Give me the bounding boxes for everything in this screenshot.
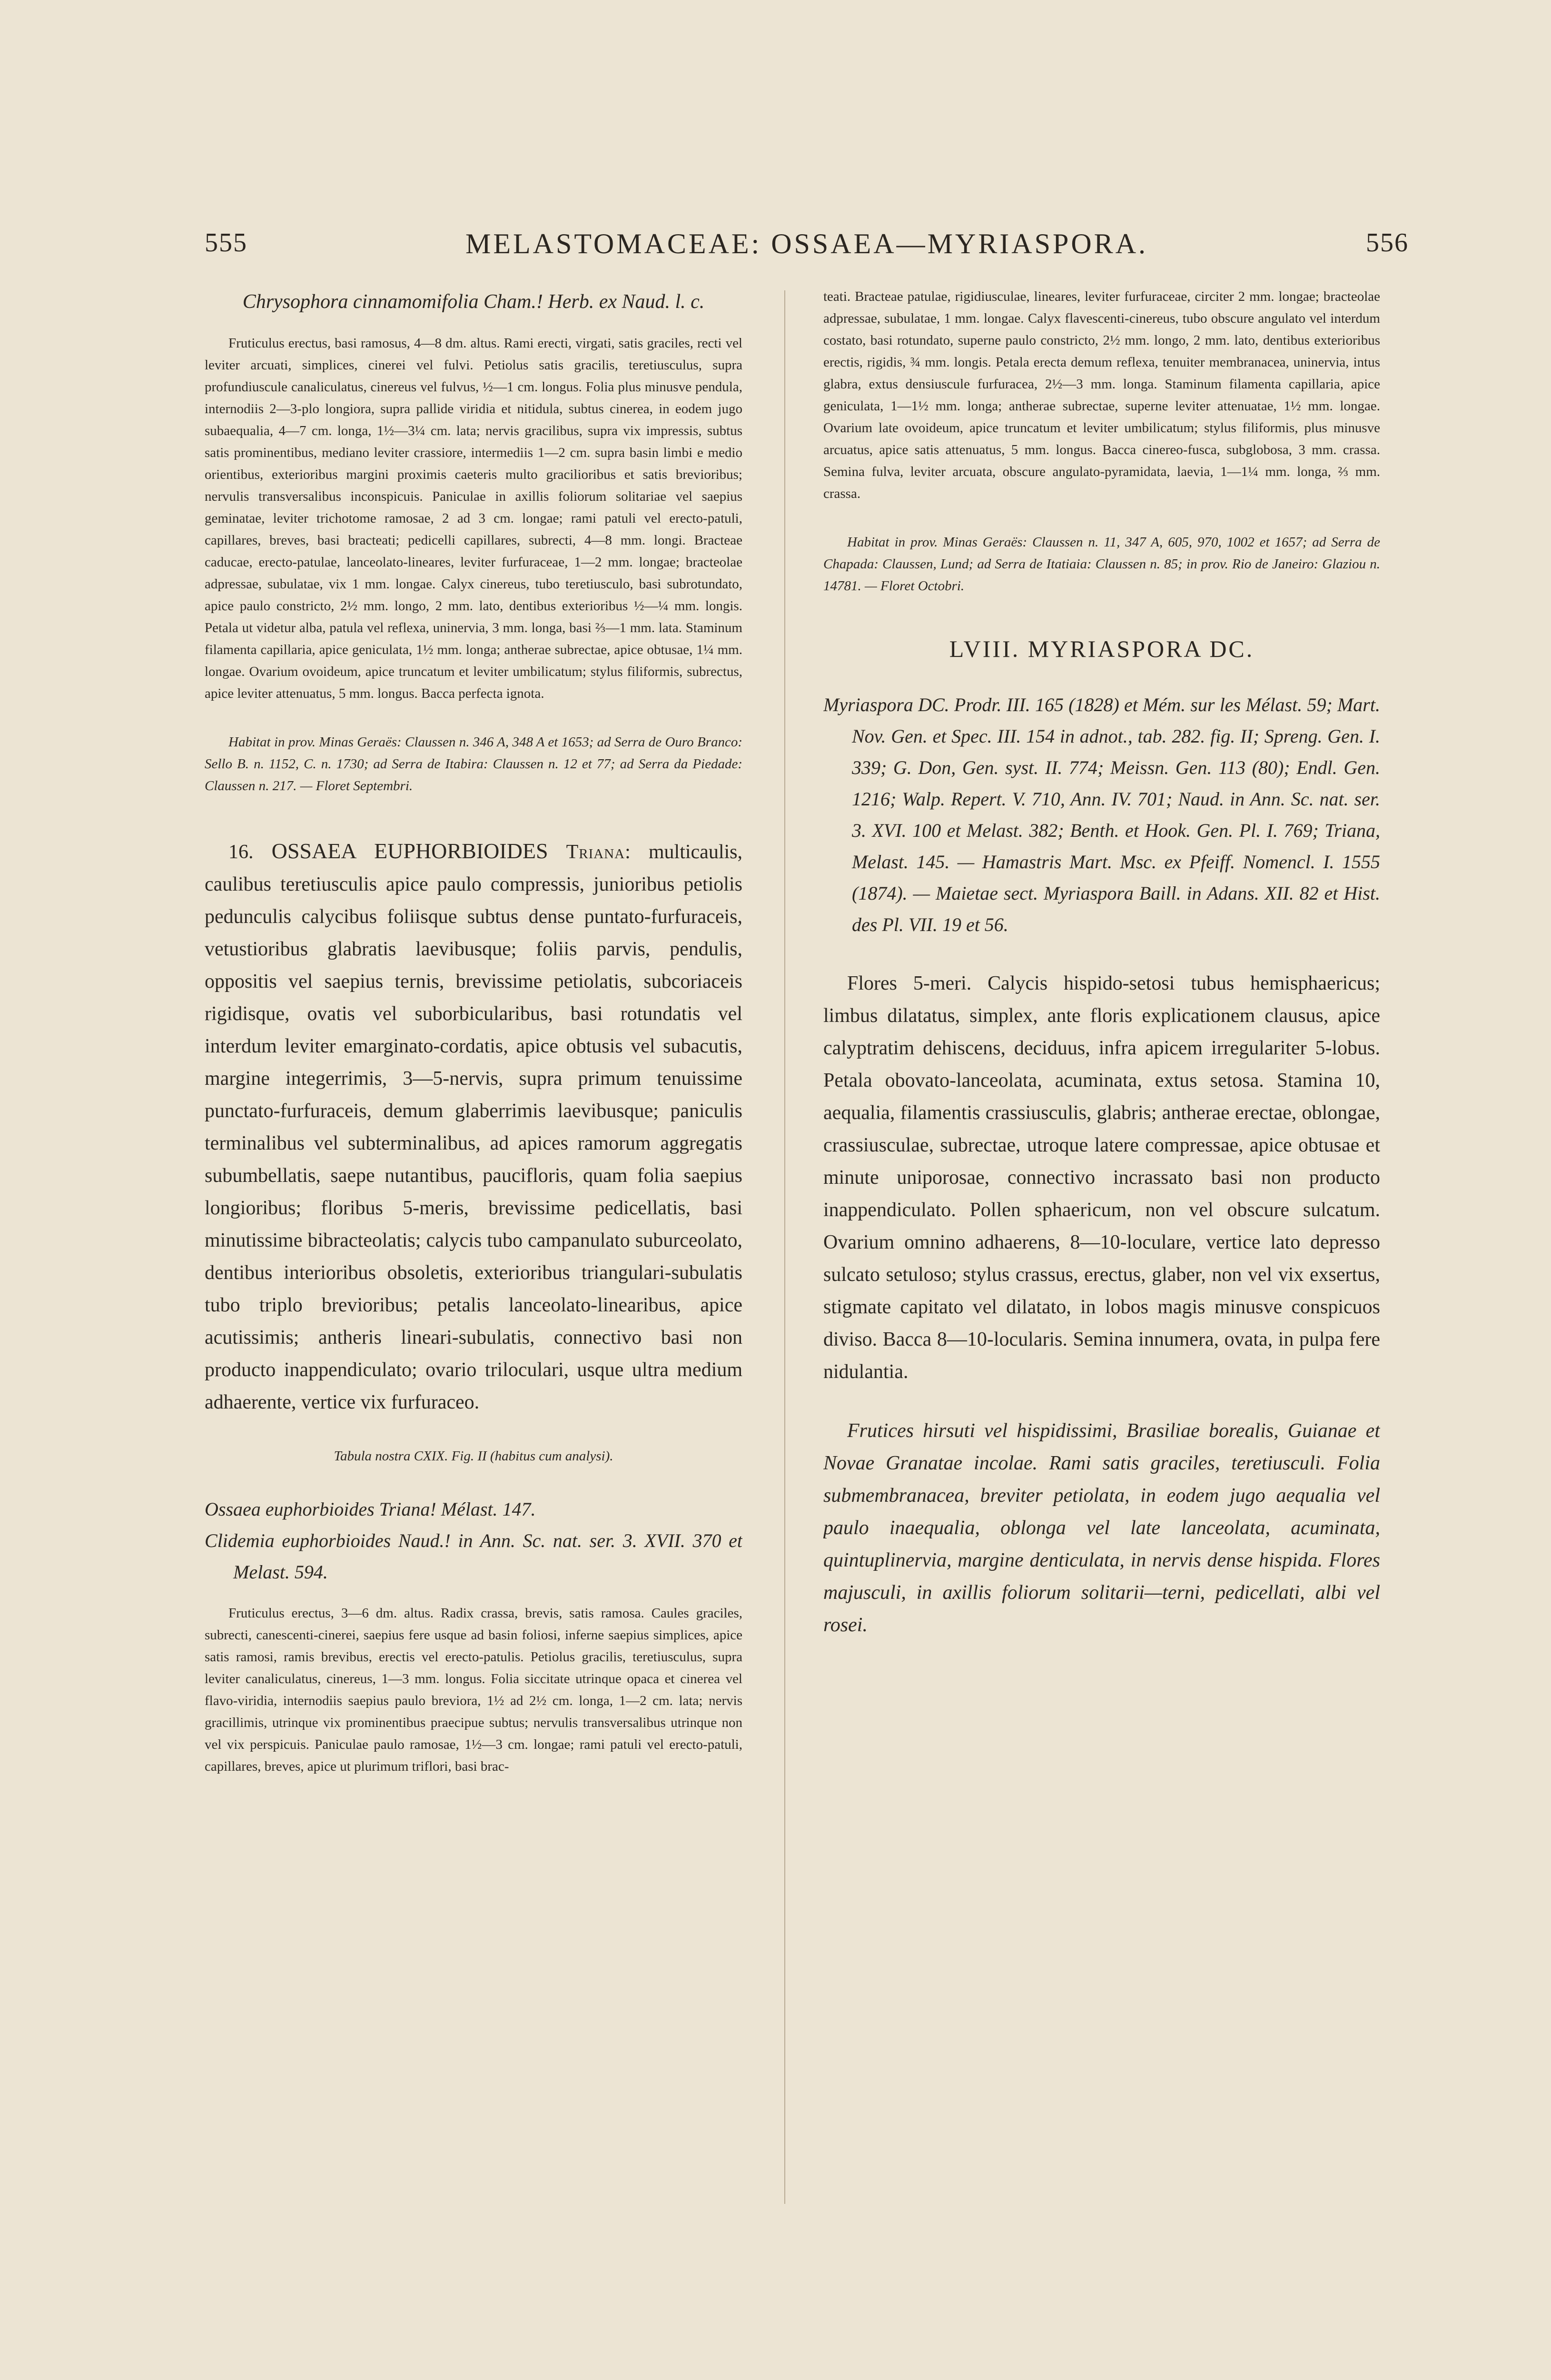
- right-column: [823, 286, 1380, 2261]
- plate-reference: Tabula nostra CXIX. Fig. II (habitus cum analysi).: [334, 1448, 613, 1464]
- running-title: MELASTOMACEAE: OSSAEA—MYRIASPORA.: [465, 228, 1148, 259]
- species-number: 16.: [228, 841, 254, 863]
- habitat-paragraph: Habitat in prov. Minas Geraës: Claussen n. 346 A, 348 A et 1653; ad Serra de Ouro Branco: Sello B. n. 1152, C. n. 1730; ad Serra de Itabira: Claussen n. 12 et 77; ad Serra da Piedade: Claussen n. 217. — Floret Septembri.: [205, 734, 742, 793]
- page-number-right: 556: [1366, 228, 1409, 258]
- synonym-title: Chrysophora cinnamomifolia Cham.! Herb. ex Naud. l. c.: [242, 291, 705, 313]
- genus-habit: Frutices hirsuti vel hispidissimi, Brasiliae borealis, Guianae et Novae Granatae incolae. Rami satis graciles, teretiusculi. Folia submembranacea, breviter petiolata, in eodem jugo aequalia vel paulo inaequalia, oblonga vel late lanceolata, acuminata, quintuplinervia, margine denticulata, in nervis dense hispida. Flores majusculi, in axillis foliorum solitarii—terni, pedicellati, albi vel rosei.: [823, 1420, 1380, 1636]
- species-name: OSSAEA EUPHORBIOIDES: [271, 839, 548, 863]
- synonym-line: Ossaea euphorbioides Triana! Mélast. 147.: [205, 1498, 536, 1520]
- description-paragraph: Fruticulus erectus, basi ramosus, 4—8 dm. altus. Rami erecti, virgati, satis graciles, recti vel leviter arcuati, simplices, cinerei vel fulvi. Petiolus satis gracilis, teretiusculus, supra profundiuscule canaliculatus, cinereus vel fulvus, ½—1 cm. longus. Folia plus minusve pendula, internodiis 2—3-plo longiora, supra pallide viridia et nitidula, subtus cinerea, in eodem jugo subaequalia, 4—7 cm. longa, 1½—3¼ cm. lata; nervis gracilibus, supra vix impressis, subtus satis prominentibus, mediano leviter crassiore, intermediis 1—2 cm. supra basin limbi e medio orientibus, exterioribus margini proximis caeteris multo gracilioribus et satis brevioribus; nervulis transversalibus inconspicuis. Paniculae in axillis foliorum solitariae vel saepius geminatae, leviter trichotome ramosae, 2 ad 3 cm. longae; rami patuli vel erecto-patuli, capillares, breves, basi bracteati; pedicelli capillares, subrecti, 4—8 mm. longi. Bracteae caducae, erecto-patulae, lanceolato-lineares, leviter furfuraceae, 1—2 mm. longae; bracteolae adpressae, subulatae, vix 1 mm. longae. Calyx cinereus, tubo teretiusculo, basi subrotundato, apice paulo constricto, 2½ mm. longo, 2 mm. lato, dentibus exterioribus ½—¼ mm. longis. Petala ut videtur alba, patula vel reflexa, uninervia, 3 mm. longa, basi ⅔—1 mm. lata. Staminum filamenta capillaria, apice geniculata, 1½ mm. longa; antherae subrectae, apice obtusae, 1¼ mm. longae. Ovarium ovoideum, apice truncatum et leviter umbilicatum; stylus filiformis, subrectus, apice leviter attenuatus, 5 mm. longus. Bacca perfecta ignota.: [205, 336, 742, 701]
- genus-title: LVIII. MYRIASPORA DC.: [949, 635, 1255, 662]
- species-diagnosis: [205, 835, 742, 1418]
- habitat-paragraph: Habitat in prov. Minas Geraës: Claussen n. 11, 347 A, 605, 970, 1002 et 1657; ad Serra de Chapada: Claussen, Lund; ad Serra de Itatiaia: Claussen n. 85; in prov. Rio de Janeiro: Glaziou n. 14781. — Floret Octobri.: [823, 535, 1380, 594]
- genus-description: Flores 5-meri. Calycis hispido-setosi tubus hemisphaericus; limbus dilatatus, simplex, ante floris explicationem clausus, apice calyptratim dehiscens, deciduus, infra apicem irregulariter 5-lobus. Petala obovato-lanceolata, acuminata, extus setosa. Stamina 10, aequalia, filamentis crassiusculis, glabris; antherae erectae, oblongae, crassiusculae, subrectae, utroque latere compressae, apice obtusae et minute uniporosae, connectivo incrassato basi non producto inappendiculato. Pollen sphaericum, non vel obscure sulcatum. Ovarium omnino adhaerens, 8—10-loculare, vertice lato depresso sulcato setuloso; stylus crassus, erectus, glaber, non vel vix exsertus, stigmate capitato vel dilatato, in lobos magis minusve conspicuos diviso. Bacca 8—10-locularis. Semina innumera, ovata, in pulpa fere nidulantia.: [823, 972, 1380, 1383]
- synonym-line: Clidemia euphorbioides Naud.! in Ann. Sc. nat. ser. 3. XVII. 370 et Melast. 594.: [205, 1530, 742, 1583]
- genus-references: Myriaspora DC. Prodr. III. 165 (1828) et Mém. sur les Mélast. 59; Mart. Nov. Gen. et Spec. III. 154 in adnot., tab. 282. fig. II; Spreng. Gen. I. 339; G. Don, Gen. syst. II. 774; Meissn. Gen. 113 (80); Endl. Gen. 1216; Walp. Repert. V. 710, Ann. IV. 701; Naud. in Ann. Sc. nat. ser. 3. XVI. 100 et Melast. 382; Benth. et Hook. Gen. Pl. I. 769; Triana, Melast. 145. — Hamastris Mart. Msc. ex Pfeiff. Nomencl. I. 1555 (1874). — Maietae sect. Myriaspora Baill. in Adans. XII. 82 et Hist. des Pl. VII. 19 et 56.: [823, 694, 1380, 935]
- page-number-left: 555: [205, 228, 247, 258]
- species-diagnosis-text: : multicaulis, caulibus teretiusculis apice paulo compressis, junioribus petiolis pedunculis calycibus foliisque subtus dense puntato-furfuraceis, vetustioribus glabratis laevibusque; foliis parvis, pendulis, oppositis vel saepius ternis, brevissime petiolatis, subcoriaceis rigidisque, ovatis vel suborbicularibus, basi rotundatis vel interdum leviter emarginato-cordatis, apice obtusis vel subacutis, margine integerrimis, 3—5-nervis, supra primum tenuissime punctato-furfuraceis, demum glaberrimis laevibusque; paniculis terminalibus vel subterminalibus, ad apices ramorum aggregatis subumbellatis, saepe nutantibus, paucifloris, quam folia saepius longioribus; floribus 5-meris, brevissime pedicellatis, basi minutissime bibracteolatis; calycis tubo campanulato suburceolato, dentibus interioribus obsoletis, exterioribus triangulari-subulatis tubo triplo brevioribus; petalis lanceolato-linearibus, apice acutissimis; antheris lineari-subulatis, connectivo basi non producto inappendiculato; ovario triloculari, usque ultra medium adhaerente, vertice vix furfuraceo.: [205, 841, 742, 1413]
- column-divider: [784, 290, 785, 2204]
- running-header: [205, 228, 1409, 266]
- description-continuation: teati. Bracteae patulae, rigidiusculae, lineares, leviter furfuraceae, circiter 2 mm. longae; bracteolae adpressae, subulatae, 1 mm. longae. Calyx flavescenti-cinereus, tubo obscure angulato vel interdum costato, basi rotundato, superne paulo constricto, 2½ mm. longo, 2 mm. lato, dentibus exterioribus erectis, rigidis, ¾ mm. longis. Petala erecta demum reflexa, tenuiter membranacea, uninervia, intus glabra, extus densiuscule furfuracea, 2½—3 mm. longa. Staminum filamenta capillaria, apice geniculata, 1—1½ mm. longa; antherae subrectae, superne leviter attenuatae, 1½ mm. longae. Ovarium late ovoideum, apice truncatum et leviter umbilicatum; stylus filiformis, plus minusve arcuatus, apice satis attenuatus, 5 mm. longus. Bacca cinereo-fusca, subglobosa, 3 mm. crassa. Semina fulva, leviter arcuata, obscure angulato-pyramidata, laevia, 1—1¼ mm. longa, ⅔ mm. crassa.: [823, 289, 1380, 501]
- left-column: [205, 286, 742, 2261]
- description-paragraph: Fruticulus erectus, 3—6 dm. altus. Radix crassa, brevis, satis ramosa. Caules graciles, subrecti, canescenti-cinerei, saepius fere usque ad basin foliosi, inferne saepius simplices, apice satis ramosi, ramis brevibus, erectis vel erecto-patulis. Petiolus gracilis, teretiusculus, supra leviter canaliculatus, cinereus, 1—3 mm. longus. Folia siccitate utrinque opaca et cinerea vel flavo-viridia, internodiis saepius paulo breviora, 1½ ad 2½ cm. longa, 1—2 cm. lata; nervis gracillimis, utrinque vix prominentibus praecipue subtus; nervulis transversalibus utrinque non vel vix perspicuis. Paniculae paulo ramosae, 1½—3 cm. longae; rami patuli vel erecto-patuli, capillares, breves, apice ut plurimum triflori, basi brac-: [205, 1606, 742, 1774]
- species-author: Triana: [566, 841, 625, 863]
